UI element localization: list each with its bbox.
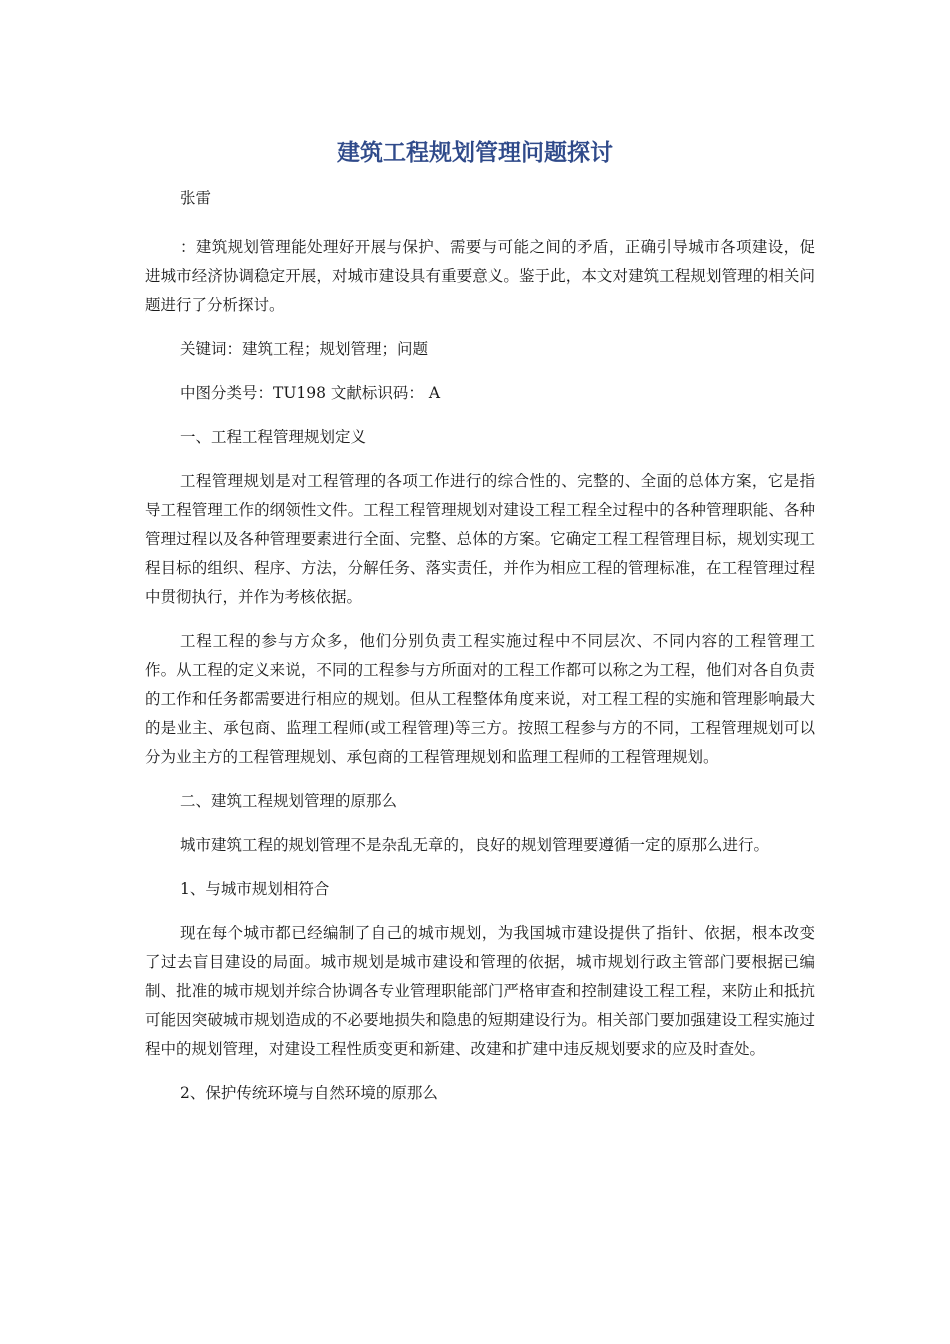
classification-line: 中图分类号：TU198 文献标识码： A [180,384,441,402]
body-paragraph: 工程工程的参与方众多，他们分别负责工程实施过程中不同层次、不同内容的工程管理工作。从工程的定义来说，不同的工程参与方所面对的工程工作都可以称之为工程，他们对各自负责的工作和任务都需要进行相应的规划。但从工程整体角度来说，对工程工程的实施和管理影响最大的是业主、承包商、监理工程师(或工程管理)等三方。按照工程参与方的不同，工程管理规划可以分为业主方的工程管理规划、承包商的工程管理规划和监理工程师的工程管理规划。 [145,632,815,766]
author-name: 张雷 [180,189,212,207]
body-paragraph: 现在每个城市都已经编制了自己的城市规划，为我国城市建设提供了指针、依据，根本改变了过去盲目建设的局面。城市规划是城市建设和管理的依据，城市规划行政主管部门要根据已编制、批准的城市规划并综合协调各专业管理职能部门严格审查和控制建设工程工程，来防止和抵抗可能因突破城市规划造成的不必要地损失和隐患的短期建设行为。相关部门要加强建设工程实施过程中的规划管理，对建设工程性质变更和新建、改建和扩建中违反规划要求的应及时查处。 [145,924,815,1058]
keywords-line: 关键词：建筑工程；规划管理；问题 [180,340,429,358]
section-heading-1: 一、工程工程管理规划定义 [180,428,367,446]
abstract-paragraph: ：建筑规划管理能处理好开展与保护、需要与可能之间的矛盾，正确引导城市各项建设，促进城市经济协调稳定开展，对城市建设具有重要意义。鉴于此，本文对建筑工程规划管理的相关问题进行了分析探讨。 [145,238,815,314]
body-paragraph: 工程管理规划是对工程管理的各项工作进行的综合性的、完整的、全面的总体方案，它是指导工程管理工作的纲领性文件。工程工程管理规划对建设工程工程全过程中的各种管理职能、各种管理过程以及各种管理要素进行全面、完整、总体的方案。它确定工程工程管理目标，规划实现工程目标的组织、程序、方法，分解任务、落实责任，并作为相应工程的管理标准，在工程管理过程中贯彻执行，并作为考核依据。 [145,472,815,606]
subsection-heading-2: 2、保护传统环境与自然环境的原那么 [180,1084,438,1102]
paper-body [145,184,815,1123]
body-paragraph: 城市建筑工程的规划管理不是杂乱无章的，良好的规划管理要遵循一定的原那么进行。 [180,836,770,854]
subsection-heading-1: 1、与城市规划相符合 [180,880,330,898]
section-heading-2: 二、建筑工程规划管理的原那么 [180,792,398,810]
paper-title: 建筑工程规划管理问题探讨 [337,140,613,166]
